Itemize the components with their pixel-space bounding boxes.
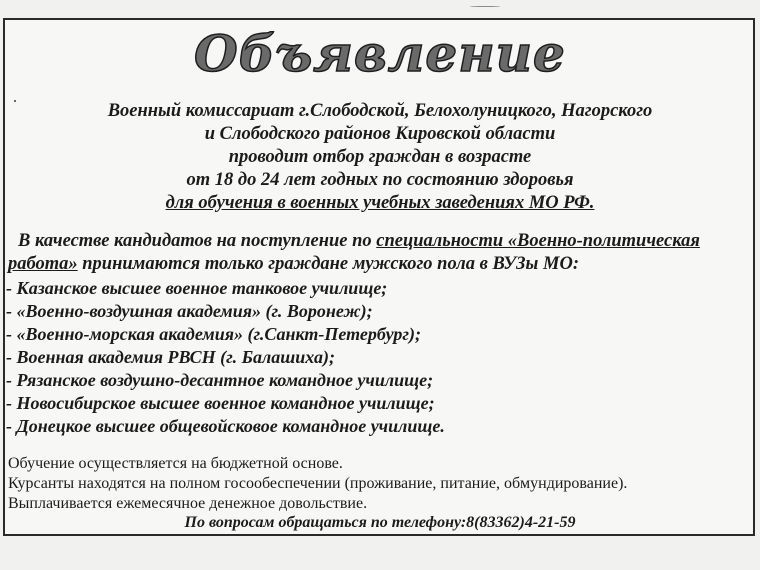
info-block bbox=[8, 454, 627, 514]
candidates-paragraph bbox=[8, 230, 754, 276]
specialty-name: специальности «Военно-политическая bbox=[376, 231, 700, 251]
list-item: - «Военно-морская академия» (г.Санкт-Петербург); bbox=[6, 324, 422, 344]
info-line: Выплачивается ежемесячное денежное довольствие. bbox=[8, 495, 368, 512]
intro-purpose-line: для обучения в военных учебных заведениях МО РФ. bbox=[165, 193, 595, 213]
list-item: - Рязанское воздушно-десантное командное училище; bbox=[6, 370, 434, 390]
info-line: Обучение осуществляется на бюджетной основе. bbox=[8, 455, 343, 472]
intro-line: от 18 до 24 лет годных по состоянию здоровья bbox=[186, 170, 574, 190]
announcement-title: Объявление bbox=[194, 24, 566, 83]
list-item: - Донецкое высшее общевойсковое командное училище. bbox=[6, 416, 445, 436]
list-item: - Казанское высшее военное танковое училище; bbox=[6, 278, 388, 298]
candidates-text: принимаются только граждане мужского пола в ВУЗы МО: bbox=[77, 254, 579, 274]
candidates-line bbox=[8, 253, 754, 276]
intro-line: Военный комиссариат г.Слободской, Белохолуницкого, Нагорского bbox=[107, 101, 653, 121]
candidates-text: В качестве кандидатов на поступление по bbox=[18, 231, 377, 251]
specialty-name: работа» bbox=[8, 254, 78, 274]
candidates-line bbox=[8, 230, 754, 253]
print-speck bbox=[470, 6, 500, 7]
intro-line: и Слободского районов Кировской области bbox=[204, 124, 556, 144]
contact-phone-line: По вопросам обращаться по телефону:8(83362)4-21-59 bbox=[184, 514, 576, 531]
list-item: - «Военно-воздушная академия» (г. Воронеж); bbox=[6, 301, 373, 321]
info-line: Курсанты находятся на полном госообеспечении (проживание, питание, обмундирование). bbox=[8, 475, 628, 492]
list-item: - Новосибирское высшее военное командное училище; bbox=[6, 393, 435, 413]
schools-list bbox=[6, 277, 445, 438]
intro-line: проводит отбор граждан в возрасте bbox=[228, 147, 532, 167]
intro-block bbox=[0, 100, 760, 215]
list-item: - Военная академия РВСН (г. Балашиха); bbox=[6, 347, 336, 367]
